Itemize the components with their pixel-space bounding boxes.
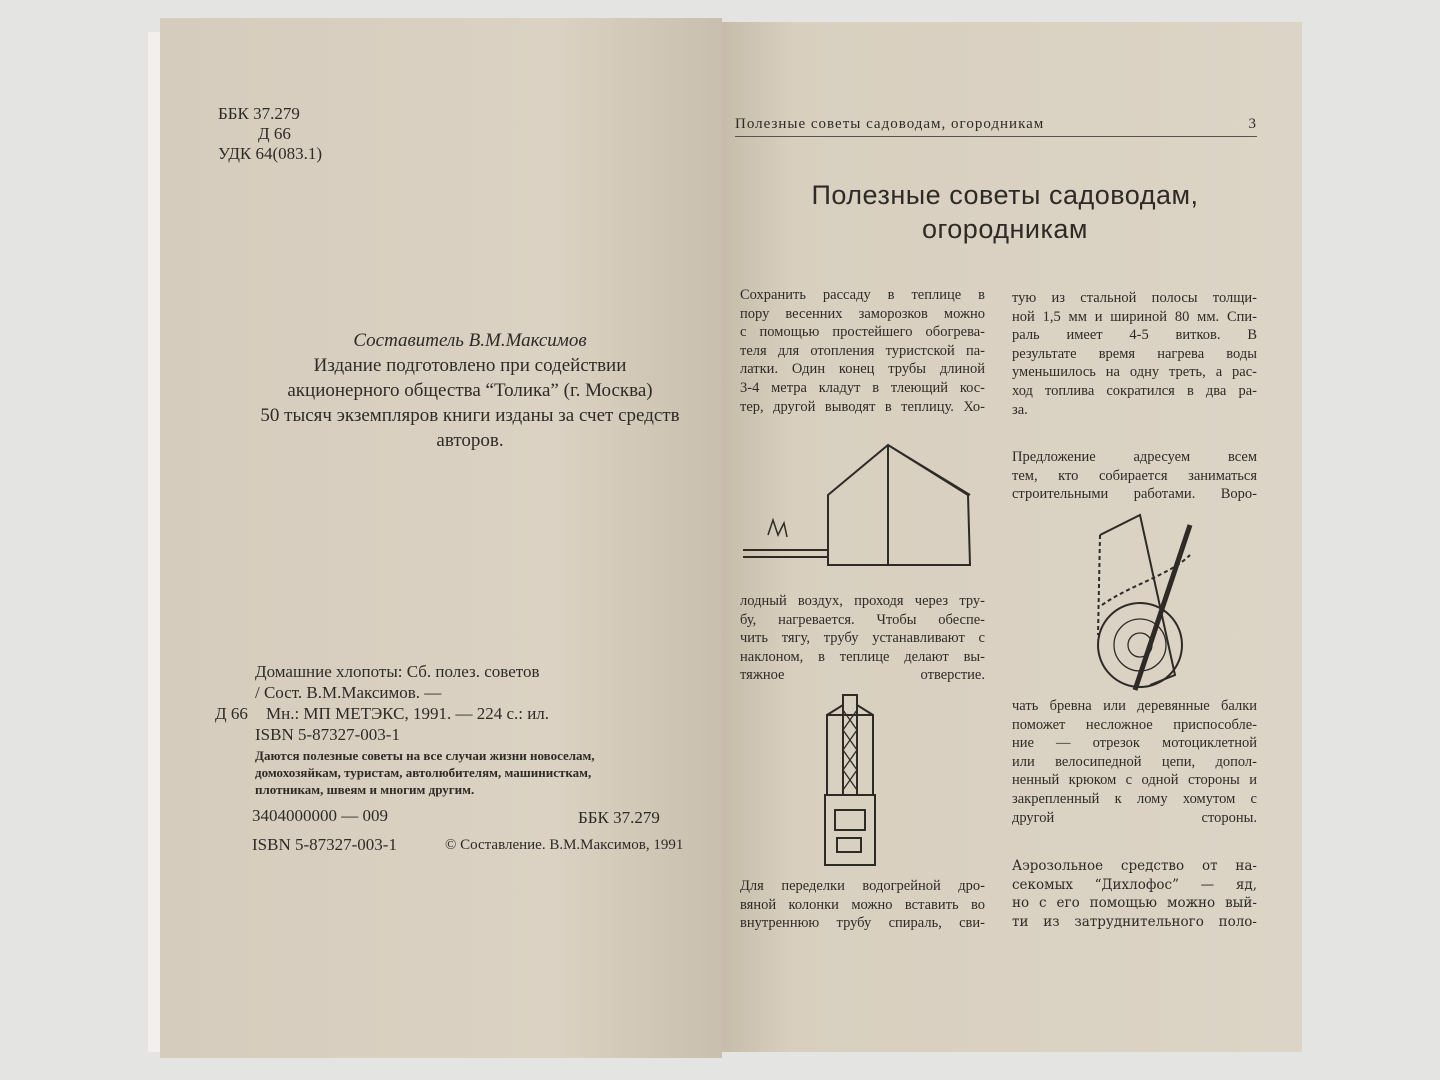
text-line: ной 1,5 мм и шириной 80 мм. Спи- (1012, 308, 1257, 325)
left-page (160, 18, 722, 1058)
catalog-mark: Д 66 (215, 704, 248, 723)
udk-code: УДК 64(083.1) (218, 144, 323, 163)
text-line: или велосипедной цепи, допол- (1012, 753, 1257, 770)
imprint-line: авторов. (436, 430, 504, 451)
title-line: Полезные советы садоводам, (811, 180, 1199, 210)
col2-bottom (1012, 857, 1257, 931)
text-line: строительными работами. Воро- (1012, 486, 1257, 503)
annotation-line: домохозяйкам, туристам, автолюбителям, машинисткам, (255, 765, 592, 780)
page-number: 3 (1248, 116, 1257, 132)
title-line: огородникам (922, 214, 1088, 244)
tent-pipe-illustration (738, 435, 988, 585)
bbk-code: ББК 37.279 (218, 104, 300, 123)
text-line: наклоном, в теплице делают вы- (740, 648, 985, 665)
imprint-block (225, 328, 715, 453)
annotation-line: плотникам, швеям и многим другим. (255, 782, 475, 797)
text-line: чать бревна или деревянные балки (1012, 698, 1257, 714)
text-line: лодный воздух, проходя через тру- (740, 593, 985, 609)
col2-mid (1012, 448, 1257, 504)
text-line: Сохранить рассаду в теплице в (740, 287, 985, 303)
log-lever-illustration (1040, 505, 1220, 695)
col1-bottom (740, 877, 985, 933)
col1-top (740, 286, 985, 416)
text-line: тую из стальной полосы толщи- (1012, 290, 1257, 306)
text-line: другой стороны. (1012, 809, 1257, 826)
text-line: результате время нагрева воды (1012, 345, 1257, 362)
author-mark: Д 66 (258, 124, 291, 143)
catalog-code: 3404000000 — 009 (252, 806, 388, 825)
text-line: Предложение адресуем всем (1012, 449, 1257, 465)
imprint-line: 50 тысяч экземпляров книги изданы за счет средств (260, 405, 680, 426)
text-line: секомых “Дихлофос” — яд, (1012, 876, 1257, 893)
text-line: ненный крюком с одной стороны и (1012, 772, 1257, 789)
compiler-line: Составитель В.М.Максимов (353, 330, 587, 351)
catalog-bbk: ББК 37.279 (578, 808, 660, 827)
text-line: поможет несложное приспособле- (1012, 716, 1257, 733)
col1-mid (740, 592, 985, 685)
copyright: © Составление. В.М.Максимов, 1991 (445, 837, 684, 853)
text-line: внутреннюю трубу спираль, сви- (740, 915, 985, 932)
isbn-bottom: ISBN 5-87327-003-1 (252, 835, 397, 854)
text-line: чить тягу, трубу устанавливают с (740, 630, 985, 647)
text-line: латки. Один конец трубы длиной (740, 361, 985, 378)
running-head (735, 116, 1257, 137)
text-line: ти из затруднительного поло- (1012, 913, 1257, 930)
text-line: но с его помощью можно вый- (1012, 895, 1257, 912)
water-heater-illustration (815, 690, 885, 870)
text-line: тем, кто собирается заниматься (1012, 467, 1257, 484)
chapter-title (740, 178, 1270, 246)
isbn: ISBN 5-87327-003-1 (255, 725, 400, 744)
text-line: за. (1012, 401, 1028, 418)
text-line: ние — отрезок мотоциклетной (1012, 735, 1257, 752)
running-head-title: Полезные советы садоводам, огородникам (735, 116, 1045, 132)
catalog-line: / Сост. В.М.Максимов. — (255, 683, 442, 702)
catalog-line: Мн.: МП МЕТЭКС, 1991. — 224 с.: ил. (266, 704, 550, 723)
text-line: с помощью простейшего обогрева- (740, 324, 985, 341)
text-line: ход топлива сократился в два ра- (1012, 382, 1257, 399)
text-line: тяжное отверстие. (740, 667, 985, 684)
text-line: теля для отопления туристской па- (740, 342, 985, 359)
text-line: вяной колонки можно вставить во (740, 896, 985, 913)
text-line: Аэрозольное средство от на- (1012, 858, 1257, 874)
col2-top (1012, 289, 1257, 419)
text-line: уменьшилось на одну треть, а рас- (1012, 364, 1257, 381)
imprint-line: акционерного общества “Толика” (г. Москва) (287, 380, 653, 401)
text-line: раль имеет 4-5 витков. В (1012, 327, 1257, 344)
text-line: бу, нагревается. Чтобы обеспе- (740, 611, 985, 628)
catalog-line: Домашние хлопоты: Сб. полез. советов (255, 662, 540, 681)
text-line: закрепленный к лому хомутом с (1012, 790, 1257, 807)
text-line: пору весенних заморозков можно (740, 305, 985, 322)
imprint-line: Издание подготовлено при содействии (313, 355, 627, 376)
col2-lower (1012, 697, 1257, 827)
annotation-line: Даются полезные советы на все случаи жизни новоселам, (255, 748, 595, 763)
text-line: тер, другой выводят в теплицу. Хо- (740, 398, 985, 415)
text-line: Для переделки водогрейной дро- (740, 878, 985, 894)
text-line: 3-4 метра кладут в тлеющий кос- (740, 379, 985, 396)
